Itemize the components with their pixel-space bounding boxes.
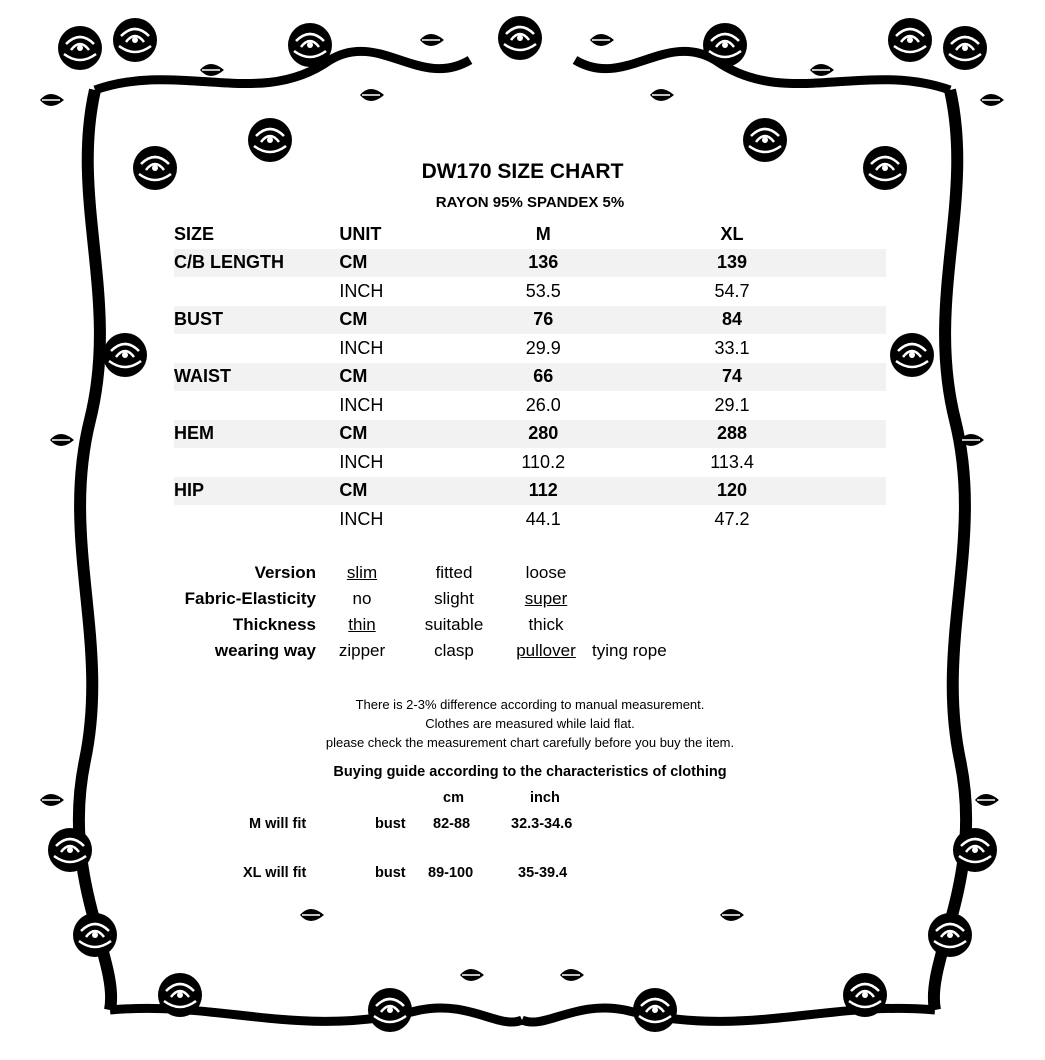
fabric-composition: RAYON 95% SPANDEX 5% xyxy=(435,194,625,211)
value-m-cm: 66 xyxy=(449,363,638,392)
table-row xyxy=(174,306,886,335)
table-row xyxy=(174,505,886,534)
guide-cm-value: 82-88 xyxy=(433,816,471,832)
unit-cm: CM xyxy=(323,420,448,449)
unit-inch: INCH xyxy=(339,280,384,301)
table-row xyxy=(174,334,886,363)
value-m-cm: 112 xyxy=(449,477,638,506)
value-xl-inch: 47.2 xyxy=(714,508,750,529)
guide-col-cm: cm xyxy=(443,790,464,806)
guide-fit-xl: XL will fit xyxy=(243,865,307,881)
option-fitted: fitted xyxy=(435,563,473,582)
guide-cm-value: 89-100 xyxy=(428,865,474,881)
option-pullover: pullover xyxy=(516,641,576,660)
unit-cm: CM xyxy=(323,306,448,335)
note-check-chart: please check the measurement chart carefully before you buy the item. xyxy=(325,735,735,750)
attr-label-thickness: Thickness xyxy=(232,615,316,634)
option-zipper: zipper xyxy=(338,641,386,660)
row-label: C/B LENGTH xyxy=(174,249,323,278)
table-row xyxy=(174,477,886,506)
guide-col-inch: inch xyxy=(530,790,560,806)
attr-label-version: Version xyxy=(254,563,316,582)
guide-inch-value: 35-39.4 xyxy=(518,865,568,881)
header-size: SIZE xyxy=(174,223,215,244)
value-xl-inch: 33.1 xyxy=(714,337,750,358)
row-label: BUST xyxy=(174,306,323,335)
option-slim: slim xyxy=(346,563,378,582)
attr-label-fabric-elasticity: Fabric-Elasticity xyxy=(184,589,316,608)
value-m-cm: 280 xyxy=(449,420,638,449)
guide-fit-m: M will fit xyxy=(249,816,307,832)
value-xl-cm: 84 xyxy=(638,306,827,335)
table-row xyxy=(174,391,886,420)
header-m: M xyxy=(535,223,551,244)
chart-title: DW170 SIZE CHART xyxy=(421,160,624,183)
table-row xyxy=(174,448,886,477)
table-row xyxy=(174,363,886,392)
value-xl-cm: 120 xyxy=(638,477,827,506)
option-thin: thin xyxy=(348,615,376,634)
value-xl-cm: 74 xyxy=(638,363,827,392)
unit-cm: CM xyxy=(323,249,448,278)
value-xl-cm: 139 xyxy=(638,249,827,278)
header-xl: XL xyxy=(720,223,744,244)
guide-part: bust xyxy=(375,816,406,832)
note-laid-flat: Clothes are measured while laid flat. xyxy=(425,716,635,731)
value-m-cm: 136 xyxy=(449,249,638,278)
size-table xyxy=(174,220,886,534)
unit-cm: CM xyxy=(323,363,448,392)
value-m-inch: 110.2 xyxy=(521,451,566,472)
option-slight: slight xyxy=(434,589,474,608)
table-row xyxy=(174,249,886,278)
value-m-inch: 26.0 xyxy=(525,394,561,415)
option-loose: loose xyxy=(525,563,567,582)
value-xl-inch: 113.4 xyxy=(710,451,754,472)
option-super: super xyxy=(524,589,568,608)
option-thick: thick xyxy=(528,615,564,634)
option-no: no xyxy=(352,589,372,608)
value-m-inch: 44.1 xyxy=(525,508,561,529)
row-label: HEM xyxy=(174,420,323,449)
value-m-inch: 29.9 xyxy=(525,337,561,358)
buying-guide-title: Buying guide according to the characteristics of clothing xyxy=(333,764,727,780)
option-suitable: suitable xyxy=(424,615,484,634)
table-row xyxy=(174,420,886,449)
guide-inch-value: 32.3-34.6 xyxy=(511,816,573,832)
note-measurement-difference: There is 2-3% difference according to manual measurement. xyxy=(355,697,705,712)
value-m-inch: 53.5 xyxy=(525,280,561,301)
unit-inch: INCH xyxy=(339,337,384,358)
header-unit: UNIT xyxy=(339,223,382,244)
unit-inch: INCH xyxy=(339,451,384,472)
value-xl-inch: 29.1 xyxy=(714,394,750,415)
unit-inch: INCH xyxy=(339,394,384,415)
value-xl-inch: 54.7 xyxy=(714,280,750,301)
unit-cm: CM xyxy=(323,477,448,506)
row-label: WAIST xyxy=(174,363,323,392)
value-xl-cm: 288 xyxy=(638,420,827,449)
value-m-cm: 76 xyxy=(449,306,638,335)
table-header-row xyxy=(174,220,886,249)
table-row xyxy=(174,277,886,306)
option-clasp: clasp xyxy=(434,641,474,660)
guide-part: bust xyxy=(375,865,406,881)
unit-inch: INCH xyxy=(339,508,384,529)
attr-label-wearing-way: wearing way xyxy=(214,641,316,660)
option-tying-rope: tying rope xyxy=(592,641,667,660)
row-label: HIP xyxy=(174,477,323,506)
